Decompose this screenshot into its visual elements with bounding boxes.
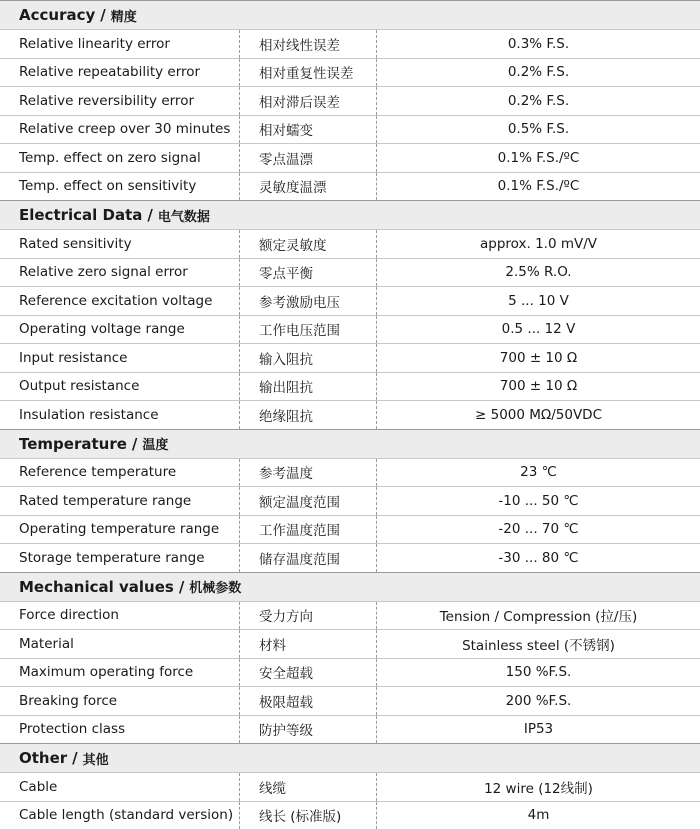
- table-row: [0, 515, 700, 544]
- section-header: [0, 743, 700, 772]
- parameter-name-en: Storage temperature range: [0, 544, 240, 572]
- parameter-name-en: Breaking force: [0, 687, 240, 715]
- parameter-value: 23 ℃: [377, 459, 700, 487]
- parameter-name-en: Operating voltage range: [0, 316, 240, 344]
- parameter-name-cn: 相对滞后误差: [240, 87, 377, 115]
- table-row: [0, 715, 700, 744]
- parameter-name-cn: 工作电压范围: [240, 316, 377, 344]
- parameter-value: 0.5% F.S.: [377, 116, 700, 144]
- section-header: [0, 572, 700, 601]
- parameter-name-en: Rated temperature range: [0, 487, 240, 515]
- parameter-name-en: Material: [0, 630, 240, 658]
- table-row: [0, 601, 700, 630]
- parameter-value: 4m: [377, 802, 700, 829]
- parameter-name-cn: 极限超载: [240, 687, 377, 715]
- parameter-name-en: Temp. effect on zero signal: [0, 144, 240, 172]
- section-title-en: Electrical Data: [19, 206, 142, 224]
- table-row: [0, 658, 700, 687]
- parameter-name-cn: 输出阻抗: [240, 373, 377, 401]
- parameter-name-cn: 绝缘阻抗: [240, 401, 377, 429]
- parameter-value: 12 wire (12线制): [377, 773, 700, 801]
- parameter-name-en: Rated sensitivity: [0, 230, 240, 258]
- section-title-en: Accuracy: [19, 6, 95, 24]
- section-title-cn: 电气数据: [158, 206, 210, 225]
- parameter-name-en: Relative creep over 30 minutes: [0, 116, 240, 144]
- section-title-cn: 机械参数: [189, 577, 241, 596]
- table-row: [0, 229, 700, 258]
- table-row: [0, 372, 700, 401]
- parameter-value: Tension / Compression (拉/压): [377, 602, 700, 630]
- parameter-name-en: Maximum operating force: [0, 659, 240, 687]
- section-title-cn: 精度: [111, 6, 137, 25]
- parameter-value: -10 ... 50 ℃: [377, 487, 700, 515]
- parameter-value: 2.5% R.O.: [377, 259, 700, 287]
- parameter-value: 150 %F.S.: [377, 659, 700, 687]
- table-row: [0, 86, 700, 115]
- table-row: [0, 143, 700, 172]
- section-title-separator: /: [100, 6, 105, 24]
- parameter-name-en: Relative linearity error: [0, 30, 240, 58]
- parameter-name-en: Relative zero signal error: [0, 259, 240, 287]
- parameter-value: 0.2% F.S.: [377, 87, 700, 115]
- parameter-name-cn: 参考温度: [240, 459, 377, 487]
- table-row: [0, 258, 700, 287]
- table-row: [0, 172, 700, 201]
- parameter-name-en: Input resistance: [0, 344, 240, 372]
- parameter-name-cn: 额定灵敏度: [240, 230, 377, 258]
- parameter-name-en: Output resistance: [0, 373, 240, 401]
- parameter-value: 0.1% F.S./ºC: [377, 144, 700, 172]
- parameter-value: 700 ± 10 Ω: [377, 344, 700, 372]
- parameter-name-en: Operating temperature range: [0, 516, 240, 544]
- table-row: [0, 286, 700, 315]
- table-row: [0, 343, 700, 372]
- parameter-value: 0.2% F.S.: [377, 59, 700, 87]
- parameter-name-en: Force direction: [0, 602, 240, 630]
- parameter-value: -30 ... 80 ℃: [377, 544, 700, 572]
- parameter-name-cn: 材料: [240, 630, 377, 658]
- parameter-value: ≥ 5000 MΩ/50VDC: [377, 401, 700, 429]
- section-title-separator: /: [179, 578, 184, 596]
- section-title-separator: /: [147, 206, 152, 224]
- section-header: [0, 0, 700, 29]
- parameter-name-cn: 储存温度范围: [240, 544, 377, 572]
- parameter-value: 0.1% F.S./ºC: [377, 173, 700, 201]
- section-title-separator: /: [72, 749, 77, 767]
- parameter-name-cn: 防护等级: [240, 716, 377, 744]
- parameter-name-cn: 相对线性误差: [240, 30, 377, 58]
- parameter-name-cn: 零点温漂: [240, 144, 377, 172]
- parameter-name-cn: 输入阻抗: [240, 344, 377, 372]
- parameter-value: 5 ... 10 V: [377, 287, 700, 315]
- parameter-name-en: Relative repeatability error: [0, 59, 240, 87]
- parameter-name-en: Temp. effect on sensitivity: [0, 173, 240, 201]
- parameter-name-cn: 安全超载: [240, 659, 377, 687]
- section-title-en: Mechanical values: [19, 578, 174, 596]
- section-title-cn: 温度: [142, 434, 168, 453]
- table-row: [0, 458, 700, 487]
- parameter-name-en: Relative reversibility error: [0, 87, 240, 115]
- parameter-name-en: Cable length (standard version): [0, 802, 240, 829]
- parameter-value: 200 %F.S.: [377, 687, 700, 715]
- table-row: [0, 486, 700, 515]
- parameter-name-en: Reference excitation voltage: [0, 287, 240, 315]
- section-title-en: Temperature: [19, 435, 127, 453]
- parameter-name-cn: 线缆: [240, 773, 377, 801]
- section-title-separator: /: [132, 435, 137, 453]
- section-title-cn: 其他: [83, 749, 109, 768]
- parameter-name-cn: 零点平衡: [240, 259, 377, 287]
- table-row: [0, 115, 700, 144]
- parameter-value: -20 ... 70 ℃: [377, 516, 700, 544]
- parameter-name-cn: 受力方向: [240, 602, 377, 630]
- table-row: [0, 315, 700, 344]
- parameter-name-cn: 线长 (标准版): [240, 802, 377, 829]
- parameter-value: IP53: [377, 716, 700, 744]
- parameter-value: 0.5 ... 12 V: [377, 316, 700, 344]
- parameter-name-en: Protection class: [0, 716, 240, 744]
- parameter-value: 700 ± 10 Ω: [377, 373, 700, 401]
- section-header: [0, 200, 700, 229]
- table-row: [0, 58, 700, 87]
- table-row: [0, 400, 700, 429]
- parameter-name-cn: 额定温度范围: [240, 487, 377, 515]
- parameter-value: Stainless steel (不锈钢): [377, 630, 700, 658]
- table-row: [0, 29, 700, 58]
- table-row: [0, 686, 700, 715]
- parameter-value: 0.3% F.S.: [377, 30, 700, 58]
- parameter-value: approx. 1.0 mV/V: [377, 230, 700, 258]
- section-title-en: Other: [19, 749, 67, 767]
- parameter-name-cn: 灵敏度温漂: [240, 173, 377, 201]
- parameter-name-cn: 工作温度范围: [240, 516, 377, 544]
- table-row: [0, 772, 700, 801]
- parameter-name-en: Insulation resistance: [0, 401, 240, 429]
- parameter-name-en: Reference temperature: [0, 459, 240, 487]
- parameter-name-cn: 相对蠕变: [240, 116, 377, 144]
- table-row: [0, 629, 700, 658]
- parameter-name-cn: 相对重复性误差: [240, 59, 377, 87]
- parameter-name-cn: 参考激励电压: [240, 287, 377, 315]
- section-header: [0, 429, 700, 458]
- parameter-name-en: Cable: [0, 773, 240, 801]
- table-row: [0, 543, 700, 572]
